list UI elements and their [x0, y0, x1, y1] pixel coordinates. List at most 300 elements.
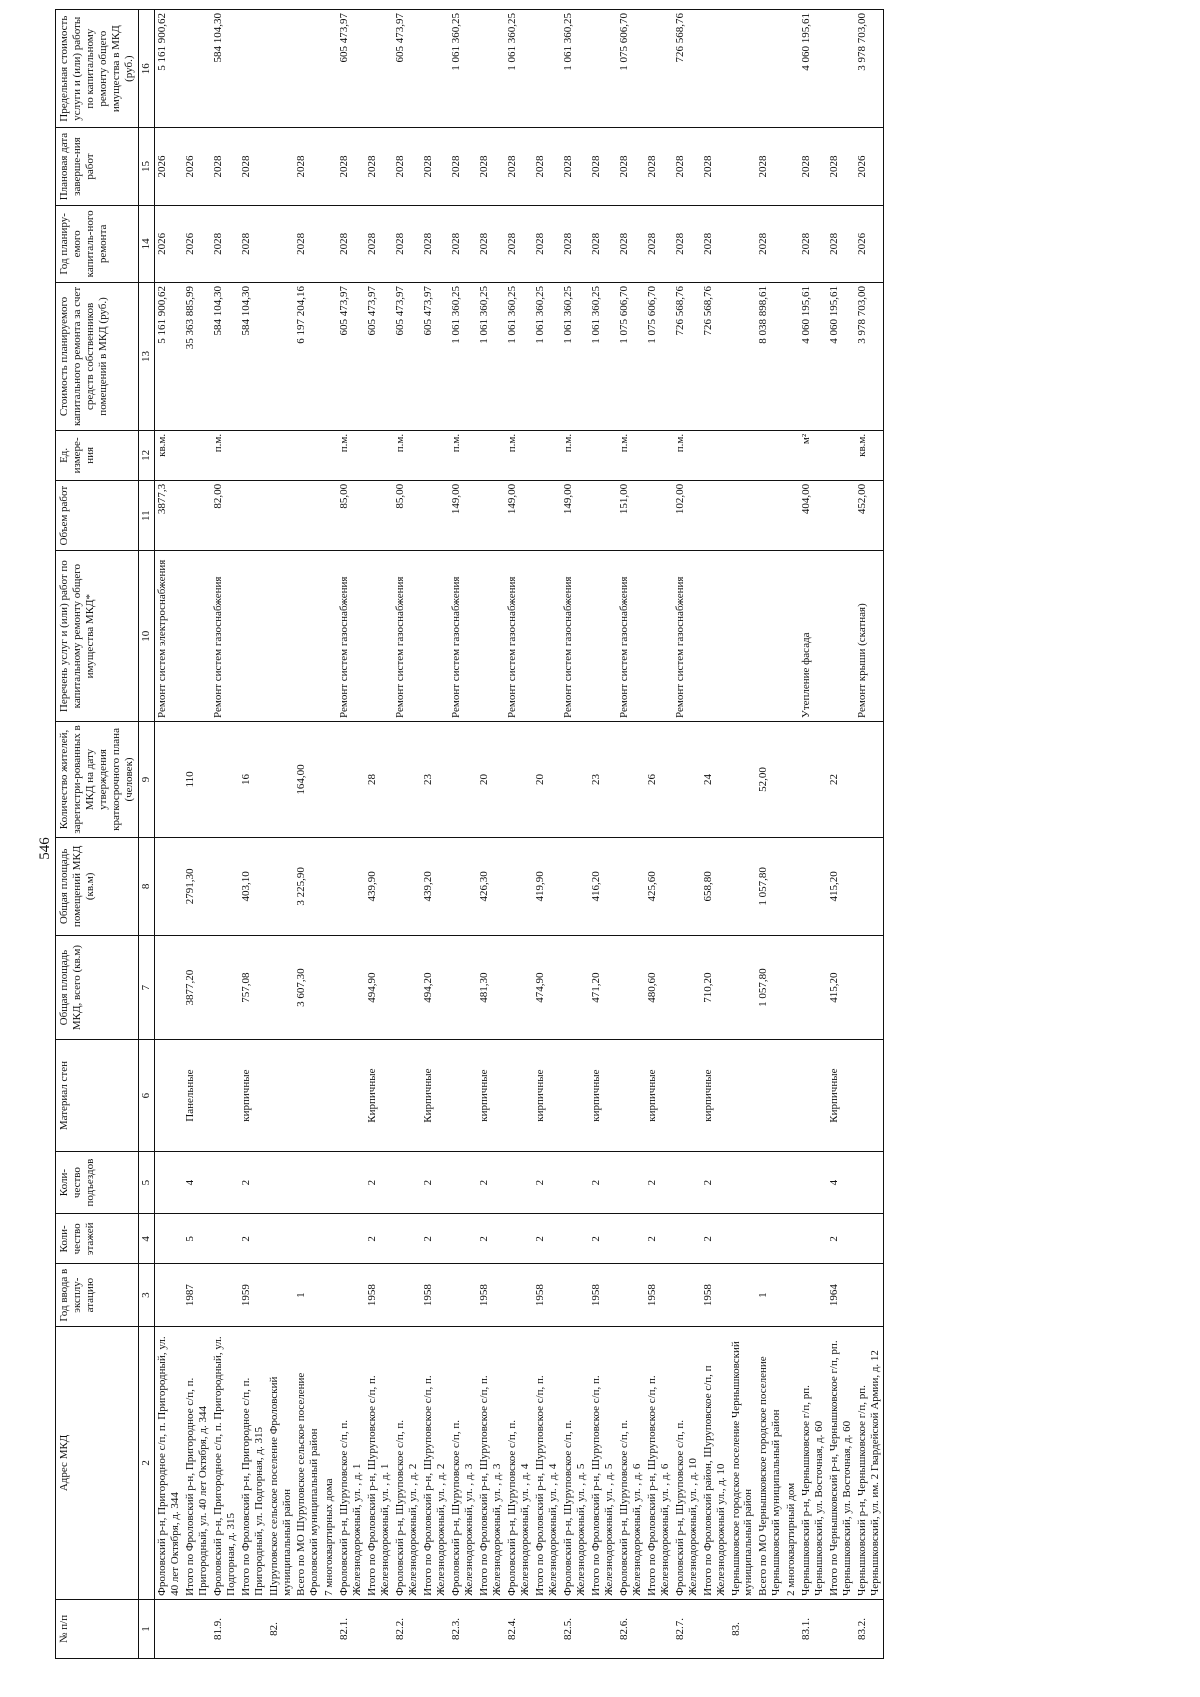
table-cell: 52,00: [756, 721, 784, 837]
table-cell: 2: [645, 1214, 673, 1264]
table-cell: [729, 1151, 757, 1214]
table-row: [211, 10, 239, 1659]
table-cell: [561, 1040, 589, 1151]
column-header: Перечень услуг и (или) работ по капитальному ремонту общего имущества МКД*: [56, 551, 139, 722]
table-cell: [827, 551, 855, 722]
table-cell: 2028: [617, 205, 645, 282]
table-cell: [799, 1151, 827, 1214]
table-cell: [477, 1599, 505, 1658]
table-cell: 2028: [294, 128, 322, 205]
table-cell: 2028: [561, 205, 589, 282]
table-cell: 416,20: [589, 837, 617, 935]
table-cell: 1 061 360,25: [589, 283, 617, 431]
table-cell: п.м.: [393, 430, 421, 480]
table-cell: [533, 10, 561, 128]
table-cell: [322, 10, 337, 128]
table-cell: [393, 721, 421, 837]
table-cell: 1958: [701, 1264, 729, 1327]
table-cell: [154, 837, 182, 935]
table-row: [183, 10, 211, 1659]
table-cell: Всего по МО Шуруповское сельское поселение Фроловский муниципальный район: [294, 1326, 322, 1599]
table-cell: 2028: [589, 128, 617, 205]
table-cell: [799, 837, 827, 935]
table-cell: [477, 10, 505, 128]
table-cell: [784, 10, 799, 128]
table-cell: [827, 1599, 855, 1658]
table-cell: 35 363 885,99: [183, 283, 211, 431]
table-cell: [294, 1599, 322, 1658]
table-cell: 2028: [505, 128, 533, 205]
table-cell: [365, 430, 393, 480]
table-row: [505, 10, 533, 1659]
table-row: [756, 10, 784, 1659]
table-cell: 452,00: [855, 480, 883, 551]
table-cell: 2028: [533, 205, 561, 282]
table-cell: 4 060 195,61: [799, 283, 827, 431]
table-cell: 2: [477, 1151, 505, 1214]
table-cell: [784, 551, 799, 722]
table-cell: [294, 1040, 322, 1151]
table-cell: Итого по Фроловский р-н, Шуруповское с/п, п. Железнодорожный, ул. , д. 3: [477, 1326, 505, 1599]
table-cell: 2028: [477, 205, 505, 282]
table-cell: [154, 1599, 182, 1658]
table-cell: Утепление фасада: [799, 551, 827, 722]
table-cell: 4 060 195,61: [799, 10, 827, 128]
table-cell: п.м.: [449, 430, 477, 480]
table-cell: [183, 480, 211, 551]
table-row: [477, 10, 505, 1659]
table-cell: 710,20: [701, 935, 729, 1040]
table-cell: [322, 1264, 337, 1327]
table-cell: 2028: [337, 205, 365, 282]
table-cell: [239, 551, 267, 722]
table-cell: 23: [421, 721, 449, 837]
table-cell: [673, 1214, 701, 1264]
table-cell: 2028: [239, 128, 267, 205]
table-cell: [617, 935, 645, 1040]
table-cell: 6 197 204,16: [294, 283, 322, 431]
table-cell: Итого по Фроловский р-н, Шуруповское с/п, п. Железнодорожный, ул. , д. 1: [365, 1326, 393, 1599]
table-cell: [855, 721, 883, 837]
table-cell: п.м.: [505, 430, 533, 480]
table-cell: 5 161 900,62: [154, 10, 182, 128]
table-cell: [617, 1214, 645, 1264]
table-cell: [533, 480, 561, 551]
table-cell: [294, 1151, 322, 1214]
table-cell: [393, 1264, 421, 1327]
table-cell: 1964: [827, 1264, 855, 1327]
table-cell: [239, 1599, 267, 1658]
table-cell: 2028: [673, 128, 701, 205]
table-cell: 2028: [294, 205, 322, 282]
table-cell: 1 061 360,25: [561, 283, 589, 431]
table-cell: 3 225,90: [294, 837, 322, 935]
table-cell: [294, 10, 322, 128]
column-number: 13: [138, 283, 154, 431]
table-cell: 82.: [267, 1599, 295, 1658]
table-cell: [784, 205, 799, 282]
table-cell: Чернышковский р-н, Чернышковское г/п, рп. Чернышковский, ул. им. 2 Гвардейской Армии, д. 12: [855, 1326, 883, 1599]
table-cell: 1 075 606,70: [617, 283, 645, 431]
table-cell: [589, 430, 617, 480]
column-number: 2: [138, 1326, 154, 1599]
table-cell: [322, 283, 337, 431]
table-row: [294, 10, 322, 1659]
table-cell: [729, 430, 757, 480]
table-cell: [393, 1151, 421, 1214]
table-cell: [645, 10, 673, 128]
table-cell: [183, 551, 211, 722]
table-cell: Итого по Фроловский р-н, Шуруповское с/п, п. Железнодорожный, ул. , д. 5: [589, 1326, 617, 1599]
table-cell: [799, 721, 827, 837]
table-cell: 2028: [756, 128, 784, 205]
table-cell: [322, 1214, 337, 1264]
table-cell: 2028: [827, 205, 855, 282]
table-cell: [855, 1040, 883, 1151]
table-cell: 605 473,97: [337, 10, 365, 128]
table-cell: 2: [477, 1214, 505, 1264]
table-cell: [729, 10, 757, 128]
table-cell: 2028: [701, 128, 729, 205]
table-cell: [267, 1151, 295, 1214]
table-cell: [449, 721, 477, 837]
table-row: [617, 10, 645, 1659]
table-cell: 1958: [477, 1264, 505, 1327]
table-cell: кирпичные: [589, 1040, 617, 1151]
table-cell: [827, 480, 855, 551]
table-cell: [183, 1599, 211, 1658]
table-cell: 605 473,97: [393, 10, 421, 128]
table-cell: [855, 1264, 883, 1327]
column-number: 8: [138, 837, 154, 935]
table-cell: п.м.: [617, 430, 645, 480]
table-cell: 2028: [211, 128, 239, 205]
table-cell: 2: [701, 1214, 729, 1264]
table-cell: [701, 480, 729, 551]
column-number: 5: [138, 1151, 154, 1214]
table-cell: кирпичные: [239, 1040, 267, 1151]
table-cell: [337, 935, 365, 1040]
table-cell: 2028: [393, 205, 421, 282]
table-cell: [617, 1264, 645, 1327]
table-cell: 2028: [449, 128, 477, 205]
table-cell: [784, 480, 799, 551]
table-cell: 3877,3: [154, 480, 182, 551]
table-cell: [533, 430, 561, 480]
table-cell: 3 607,30: [294, 935, 322, 1040]
table-cell: кирпичные: [533, 1040, 561, 1151]
table-cell: 151,00: [617, 480, 645, 551]
table-cell: кв.м.: [154, 430, 182, 480]
table-cell: 1 061 360,25: [561, 10, 589, 128]
table-cell: [154, 1151, 182, 1214]
table-cell: 4: [183, 1151, 211, 1214]
column-header: Год ввода в эксплу-атацию: [56, 1264, 139, 1327]
table-cell: [617, 721, 645, 837]
column-number: 3: [138, 1264, 154, 1327]
table-cell: Шуруповское сельское поселение Фроловский муниципальный район: [267, 1326, 295, 1599]
table-cell: 1959: [239, 1264, 267, 1327]
table-cell: 2: [421, 1214, 449, 1264]
table-row: [855, 10, 883, 1659]
table-cell: [322, 205, 337, 282]
table-cell: [211, 1040, 239, 1151]
table-cell: Чернышковское городское поселение Чернышковский муниципальный район: [729, 1326, 757, 1599]
table-cell: 494,20: [421, 935, 449, 1040]
table-cell: [477, 430, 505, 480]
table-cell: [322, 480, 337, 551]
table-cell: 2028: [701, 205, 729, 282]
page-number: 546: [37, 837, 53, 860]
table-row: [449, 10, 477, 1659]
table-cell: [322, 1151, 337, 1214]
column-header: Общая площадь МКД, всего (кв.м): [56, 935, 139, 1040]
table-cell: [449, 935, 477, 1040]
table-cell: 1 061 360,25: [505, 10, 533, 128]
table-cell: [449, 1214, 477, 1264]
table-cell: 726 568,76: [673, 283, 701, 431]
table-cell: [294, 551, 322, 722]
table-cell: [756, 1151, 784, 1214]
table-cell: 2028: [477, 128, 505, 205]
table-cell: 2028: [673, 205, 701, 282]
table-cell: [673, 1151, 701, 1214]
table-cell: Фроловский р-н, Пригородное с/п, п. Пригородный, ул. Подгорная, д. 315: [211, 1326, 239, 1599]
table-cell: 82.4.: [505, 1599, 533, 1658]
table-cell: 2: [239, 1214, 267, 1264]
table-cell: [211, 1264, 239, 1327]
table-cell: 2028: [365, 205, 393, 282]
table-cell: [617, 837, 645, 935]
table-cell: [701, 430, 729, 480]
column-number: 9: [138, 721, 154, 837]
table-cell: 605 473,97: [393, 283, 421, 431]
table-cell: 1 075 606,70: [617, 10, 645, 128]
table-cell: 2: [701, 1151, 729, 1214]
table-cell: Ремонт систем электроснабжения: [154, 551, 182, 722]
table-cell: [337, 1264, 365, 1327]
table-cell: 426,30: [477, 837, 505, 935]
table-cell: кирпичные: [477, 1040, 505, 1151]
table-cell: 2: [589, 1151, 617, 1214]
table-cell: 2791,30: [183, 837, 211, 935]
table-cell: [239, 480, 267, 551]
table-cell: Ремонт систем газоснабжения: [211, 551, 239, 722]
table-cell: 404,00: [799, 480, 827, 551]
table-cell: Итого по Чернышковский р-н, Чернышковское г/п, рп. Чернышковский, ул. Восточная, д. 60: [827, 1326, 855, 1599]
column-number-row: [138, 10, 154, 1659]
table-cell: 2028: [211, 205, 239, 282]
table-cell: 494,90: [365, 935, 393, 1040]
column-header: Плановая дата заверше-ния работ: [56, 128, 139, 205]
table-cell: [154, 935, 182, 1040]
column-number: 16: [138, 10, 154, 128]
table-cell: [784, 1040, 799, 1151]
table-cell: [673, 935, 701, 1040]
table-cell: Ремонт систем газоснабжения: [337, 551, 365, 722]
table-cell: п.м.: [561, 430, 589, 480]
table-cell: Ремонт систем газоснабжения: [393, 551, 421, 722]
table-cell: [267, 205, 295, 282]
table-cell: 2028: [617, 128, 645, 205]
table-cell: 1987: [183, 1264, 211, 1327]
table-cell: 149,00: [561, 480, 589, 551]
table-cell: 2026: [183, 128, 211, 205]
table-cell: [322, 430, 337, 480]
table-cell: 2: [365, 1151, 393, 1214]
table-cell: 2: [365, 1214, 393, 1264]
table-cell: 2026: [154, 128, 182, 205]
table-row: [365, 10, 393, 1659]
table-cell: 1 075 606,70: [645, 283, 673, 431]
table-cell: 2028: [645, 205, 673, 282]
table-cell: [365, 480, 393, 551]
table-cell: [756, 1214, 784, 1264]
table-cell: 2: [239, 1151, 267, 1214]
table-cell: кв.м.: [855, 430, 883, 480]
table-cell: [784, 721, 799, 837]
table-cell: 425,60: [645, 837, 673, 935]
table-cell: 2: [421, 1151, 449, 1214]
table-cell: [673, 721, 701, 837]
table-cell: [294, 1214, 322, 1264]
table-cell: [784, 128, 799, 205]
table-cell: 439,20: [421, 837, 449, 935]
table-row: [589, 10, 617, 1659]
table-cell: Всего по МО Чернышковское городское поселение Чернышковский муниципальный район: [756, 1326, 784, 1599]
table-cell: [855, 1214, 883, 1264]
table-cell: 726 568,76: [673, 10, 701, 128]
table-cell: [561, 935, 589, 1040]
table-cell: [239, 430, 267, 480]
table-row: [799, 10, 827, 1659]
table-cell: [855, 1151, 883, 1214]
table-cell: 2028: [533, 128, 561, 205]
table-cell: [337, 721, 365, 837]
table-cell: 2026: [154, 205, 182, 282]
table-cell: Ремонт систем газоснабжения: [617, 551, 645, 722]
table-cell: 2026: [183, 205, 211, 282]
table-cell: [827, 10, 855, 128]
table-cell: 605 473,97: [337, 283, 365, 431]
table-cell: 20: [477, 721, 505, 837]
table-cell: [855, 837, 883, 935]
table-cell: [267, 837, 295, 935]
column-header: Материал стен: [56, 1040, 139, 1151]
table-cell: [239, 10, 267, 128]
table-cell: Фроловский р-н, Шуруповское с/п, п. Железнодорожный, ул. , д. 4: [505, 1326, 533, 1599]
table-row: [239, 10, 267, 1659]
table-cell: [729, 1214, 757, 1264]
table-cell: [729, 551, 757, 722]
table-cell: [322, 1599, 337, 1658]
table-cell: [505, 837, 533, 935]
table-cell: Фроловский р-н, Шуруповское с/п, п. Железнодорожный, ул. , д. 2: [393, 1326, 421, 1599]
table-cell: [645, 1599, 673, 1658]
table-cell: [701, 1599, 729, 1658]
table-cell: 1 057,80: [756, 837, 784, 935]
table-cell: [267, 935, 295, 1040]
table-cell: 584 104,30: [239, 283, 267, 431]
table-row: [673, 10, 701, 1659]
table-cell: [617, 1151, 645, 1214]
table-cell: 5: [183, 1214, 211, 1264]
column-number: 1: [138, 1599, 154, 1658]
table-row: [701, 10, 729, 1659]
table-cell: [533, 1599, 561, 1658]
table-cell: [561, 1151, 589, 1214]
table-cell: [267, 480, 295, 551]
table-cell: 2: [533, 1151, 561, 1214]
table-cell: [645, 480, 673, 551]
table-cell: [267, 721, 295, 837]
table-cell: [322, 128, 337, 205]
table-cell: 1958: [589, 1264, 617, 1327]
table-cell: [673, 837, 701, 935]
table-body: [154, 10, 883, 1659]
table-cell: [267, 551, 295, 722]
table-cell: [421, 430, 449, 480]
table-cell: 2028: [645, 128, 673, 205]
table-cell: [183, 430, 211, 480]
table-cell: 658,80: [701, 837, 729, 935]
table-cell: Итого по Фроловский р-н, Шуруповское с/п, п. Железнодорожный, ул. , д. 2: [421, 1326, 449, 1599]
table-cell: [729, 128, 757, 205]
table-cell: [267, 283, 295, 431]
table-cell: [449, 1151, 477, 1214]
table-cell: [322, 1040, 337, 1151]
table-row: [784, 10, 799, 1659]
table-cell: [756, 551, 784, 722]
table-cell: Ремонт систем газоснабжения: [505, 551, 533, 722]
table-cell: [505, 1151, 533, 1214]
column-number: 6: [138, 1040, 154, 1151]
table-cell: 4 060 195,61: [827, 283, 855, 431]
column-number: 7: [138, 935, 154, 1040]
table-cell: [267, 1264, 295, 1327]
table-cell: Фроловский р-н, Пригородное с/п, п. Пригородный, ул. 40 лет Октября, д. 344: [154, 1326, 182, 1599]
table-cell: [729, 935, 757, 1040]
table-cell: [211, 837, 239, 935]
table-cell: 2028: [827, 128, 855, 205]
table-cell: [477, 551, 505, 722]
table-cell: [533, 551, 561, 722]
table-cell: [729, 837, 757, 935]
table-cell: [449, 1264, 477, 1327]
table-cell: [645, 551, 673, 722]
table-cell: 149,00: [505, 480, 533, 551]
table-cell: 2028: [393, 128, 421, 205]
table-cell: 1 057,80: [756, 935, 784, 1040]
table-cell: 8 038 898,61: [756, 283, 784, 431]
table-cell: [756, 430, 784, 480]
table-cell: [294, 430, 322, 480]
table-cell: [784, 935, 799, 1040]
table-cell: 24: [701, 721, 729, 837]
table-cell: 102,00: [673, 480, 701, 551]
table-cell: Кирпичные: [827, 1040, 855, 1151]
table-cell: 1958: [421, 1264, 449, 1327]
table-cell: [393, 1214, 421, 1264]
table-cell: 481,30: [477, 935, 505, 1040]
table-cell: [267, 430, 295, 480]
table-cell: [799, 1040, 827, 1151]
table-cell: [365, 10, 393, 128]
table-cell: [799, 935, 827, 1040]
table-cell: Панельные: [183, 1040, 211, 1151]
table-row: [154, 10, 182, 1659]
table-cell: [322, 837, 337, 935]
